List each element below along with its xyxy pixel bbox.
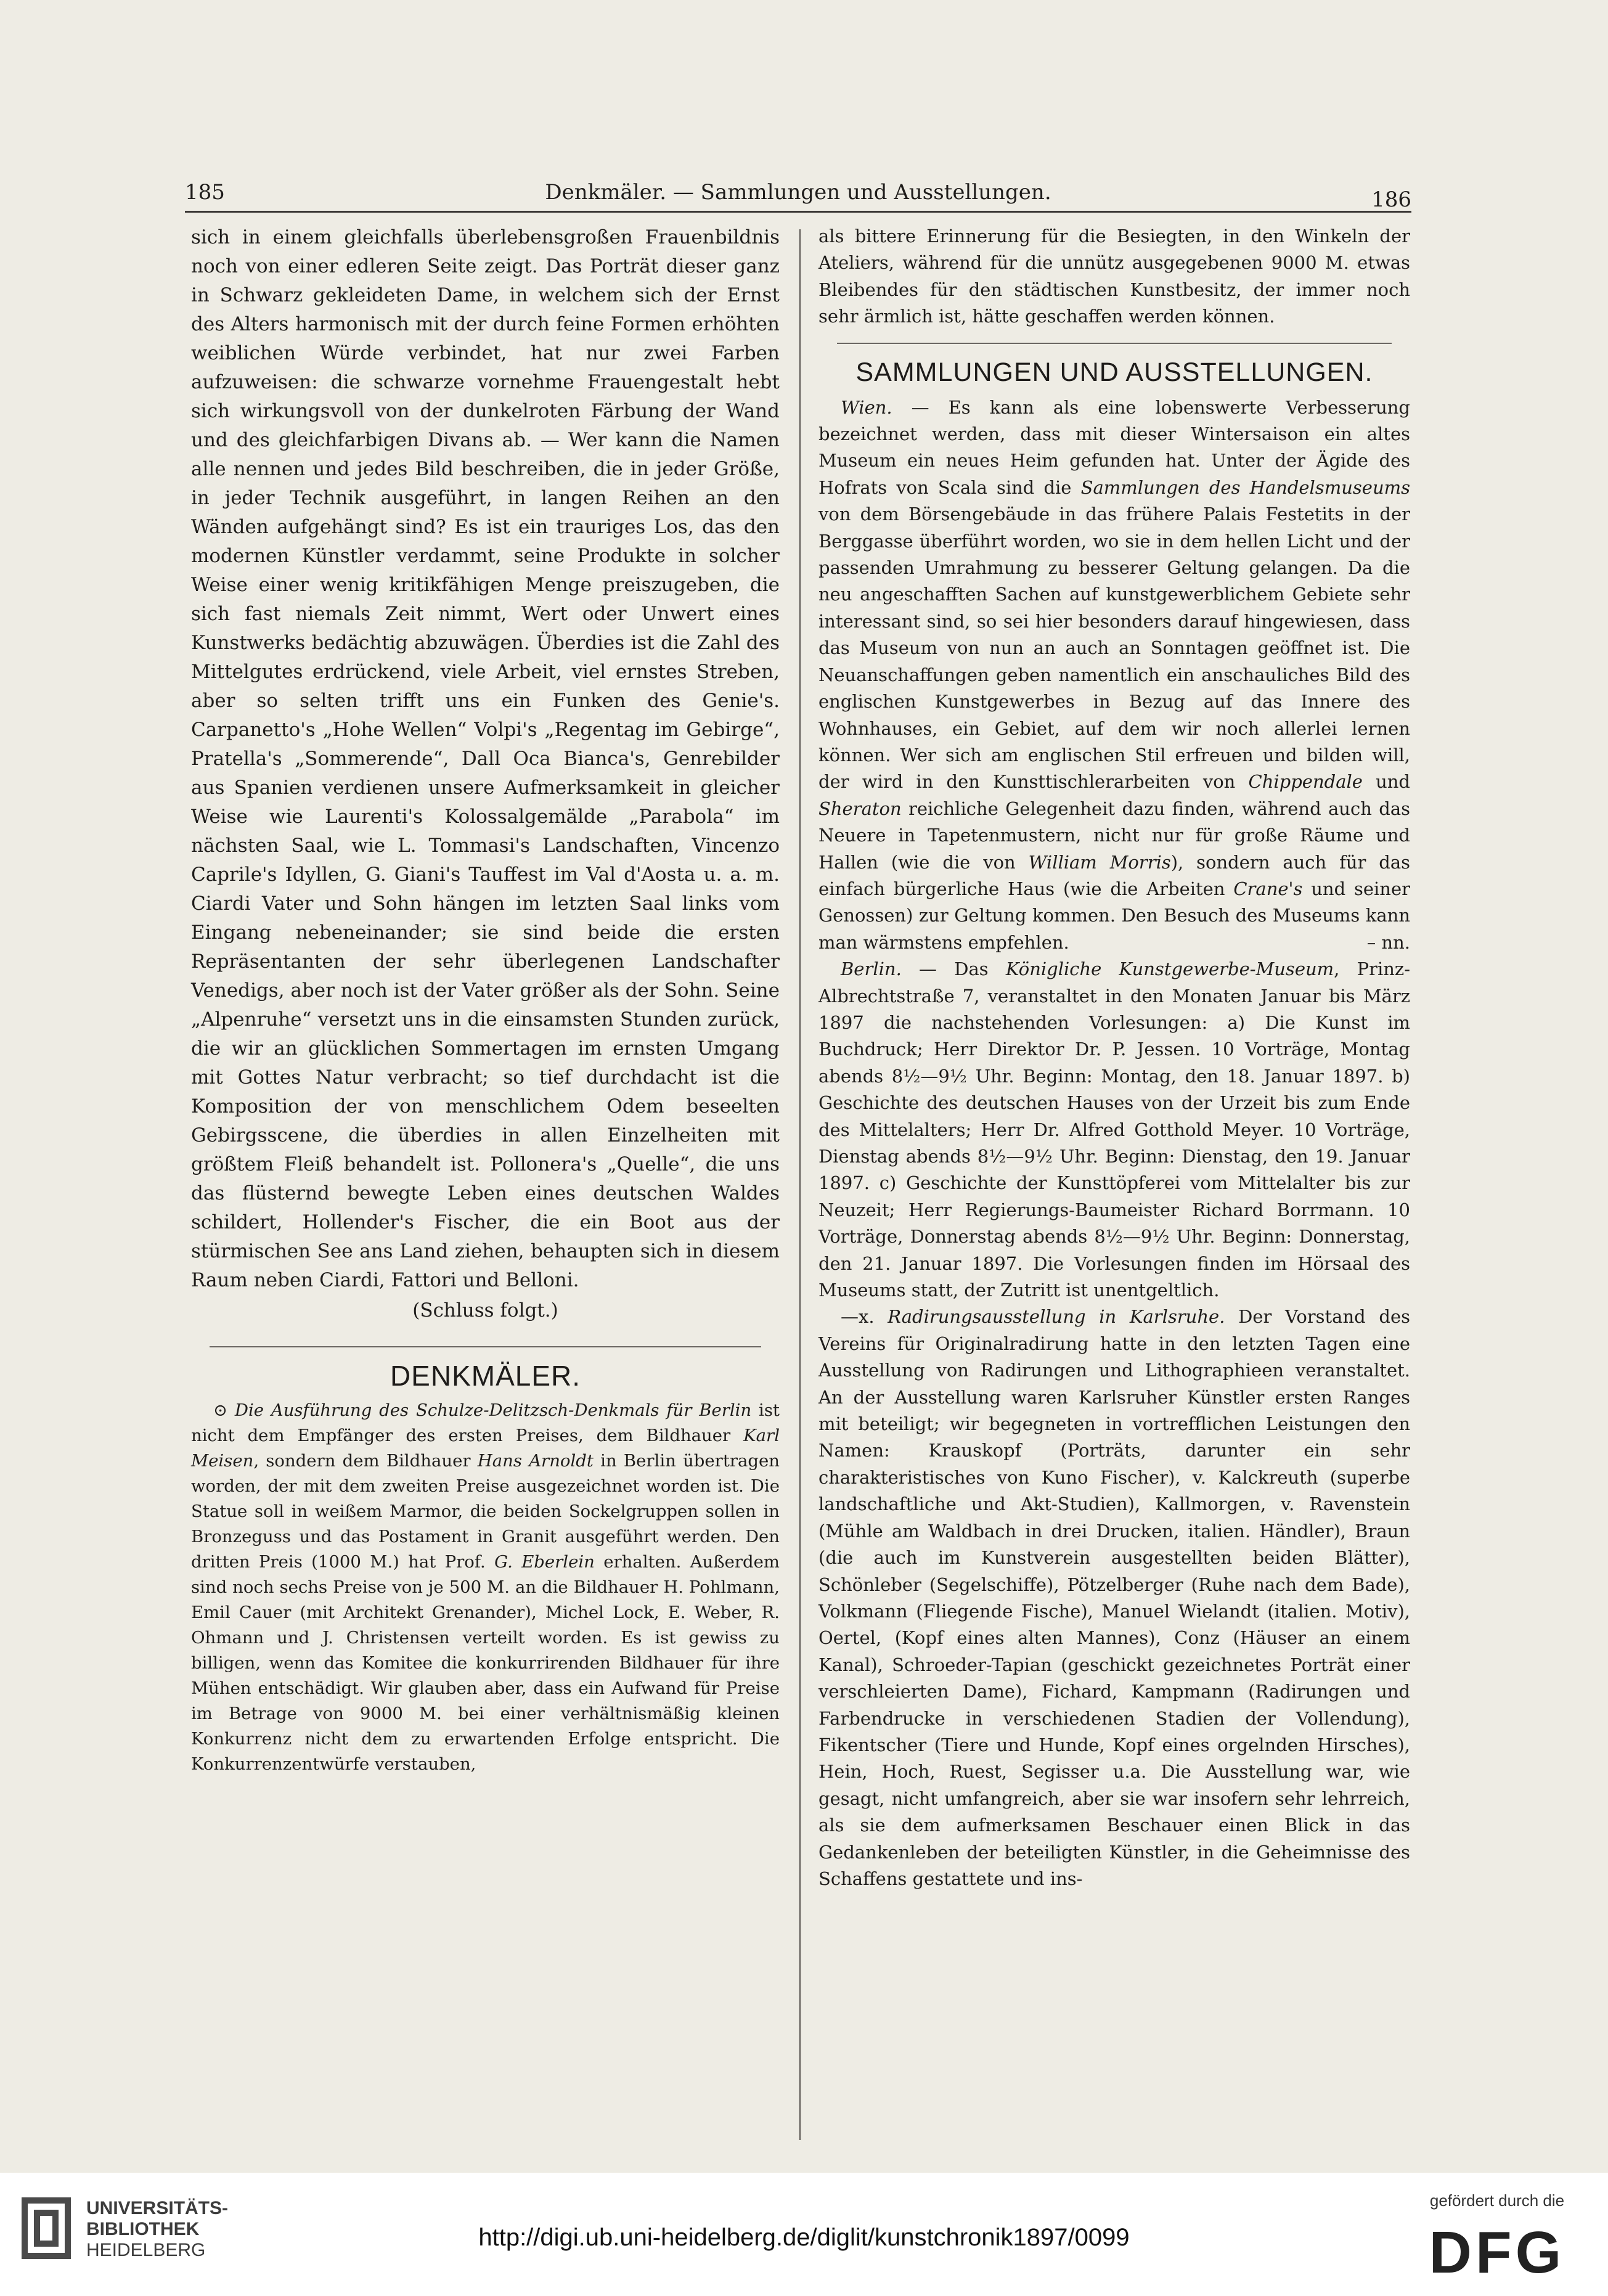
column-divider (799, 229, 801, 2140)
article-berlin: Berlin. — Das Königliche Kunstgewerbe-Museum, Prinz-Albrechtstraße 7, veranstaltet in den Monaten Januar bis März 1897 die nachstehenden Vorlesungen: a) Die Kunst im Buchdruck; Herr Direktor Dr. P. Jessen. 10 Vorträge, Montag abends 8½—9½ Uhr. Beginn: Montag, den 18. Januar 1897. b) Geschichte des deutschen Hauses von der Urzeit bis zum Ende des Mittelalters; Herr Dr. Alfred Gotthold Meyer. 10 Vorträge, Dienstag abends 8½—9½ Uhr. Beginn: Dienstag, den 19. Januar 1897. c) Geschichte der Kunsttöpferei vom Mittelalter bis zur Neuzeit; Herr Regierungs-Baumeister Richard Borrmann. 10 Vorträge, Donnerstag abends 8½—9½ Uhr. Beginn: Donnerstag, den 21. Januar 1897. Die Vorlesungen finden im Hörsaal des Museums statt, der Zutritt ist unentgeltlich. (818, 958, 1411, 1301)
article-karlsruhe: —x. Radirungsausstellung in Karlsruhe. Der Vorstand des Vereins für Originalradirung hatte in den letzten Tagen eine Ausstellung von Radirungen und Lithographieen veranstaltet. An der Ausstellung waren Karlsruher Künstler ersten Ranges mit beteiligt; wir begegneten in vortrefflichen Leistungen den Namen: Krauskopf (Porträts, darunter ein sehr charakteristisches von Kuno Fischer), v. Kalckreuth (superbe landschaftliche und Akt-Studien), Kallmorgen, v. Ravenstein (Mühle am Waldbach in drei Drucken, italien. Händler), Braun (die auch im Kunstverein ausgestellten beiden Blätter), Schönleber (Segelschiffe), Pötzelberger (Ruhe nach dem Bade), Volkmann (Fliegende Fische), Manuel Wielandt (italien. Motiv), Oertel, (Kopf eines alten Mannes), Conz (Häuser an einem Kanal), Schroeder-Tapian (geschickt gezeichnetes Porträt einer verschleierten Dame), Fichard, Kampmann (Radirungen und Farbendrucke in verschiedenen Stadien der Vollendung), Fikentscher (Tiere und Hunde, Kopf eines orgelnden Hirsches), Hein, Hoch, Ruest, Segisser u.a. Die Ausstellung war, wie gesagt, nicht umfangreich, aber sie war insofern sehr lehrreich, als sie dem aufmerksamen Beschauer einen Blick in das Gedankenleben der beteiligten Künstler, in die Geheimnisse des Schaffens gestattete und ins- (818, 1306, 1410, 1889)
section-heading-denkmaeler: DENKMÄLER. (390, 1360, 581, 1392)
signature-nn: – nn. (1366, 931, 1410, 953)
running-title: Denkmäler. — Sammlungen und Ausstellungen. (545, 180, 1051, 205)
sponsor-label: gefördert durch die (1429, 2191, 1565, 2210)
header-rule (185, 211, 1411, 213)
left-paragraph-continuation: sich in einem gleichfalls überlebensgroßen Frauenbildnis noch von einer edleren Seite zeigt. Das Porträt dieser ganz in Schwarz gekleideten Dame, in welchem sich der Ernst des Alters harmonisch mit der durch feine Formen erhöhten weiblichen Würde verbindet, hat nur zwei Farben aufzuweisen: die schwarze vornehme Frauengestalt hebt sich wirkungsvoll von der dunkelroten Färbung der Wand und des gleichfarbigen Divans ab. — Wer kann die Namen alle nennen und jedes Bild beschreiben, die in jeder Größe, in jeder Technik ausgeführt, in langen Reihen an den Wänden aufgehängt sind? Es ist ein trauriges Los, das den modernen Künstler verdammt, seine Produkte in solcher Weise einer wenig kritikfähigen Menge preiszugeben, die sich fast niemals Zeit nimmt, Wert oder Unwert eines Kunstwerks bedächtig abzuwägen. Überdies ist die Zahl des Mittelgutes erdrückend, viele Arbeit, viel ernstes Streben, aber so selten trifft uns ein Funken des Genie's. Carpanetto's „Hohe Wellen“ Volpi's „Regentag im Gebirge“, Pratella's „Sommerende“, Dall Oca Bianca's, Genrebilder aus Spanien verdienen unsere Aufmerksamkeit in gleicher Weise wie Laurenti's Kolossalgemälde „Parabola“ im nächsten Saal, wie L. Tommasi's Landschaften, Vincenzo Caprile's Idyllen, G. Giani's Tauffest im Val d'Aosta u. a. m. Ciardi Vater und Sohn hängen im letzten Saal links vom Eingang nebeneinander; sie sind beide die ersten Repräsentanten der sehr überlegenen Landschafter Venedigs, aber noch ist der Vater größer als der Sohn. Seine „Alpenruhe“ versetzt uns in die einsamsten Stunden zurück, die wir an glücklichen Sommertagen im ernsten Umgang mit Gottes Natur verbracht; so tief durchdacht ist die Komposition der von menschlichem Odem beseelten Gebirgsscene, die überdies in allen Einzelheiten mit größtem Fleiß behandelt ist. Pollonera's „Quelle“, die uns das flüsternd bewegte Leben eines deutschen Waldes schildert, Hollender's Fischer, die ein Boot aus der stürmischen See ans Land ziehen, behaupten sich in diesem Raum neben Ciardi, Fattori und Belloni. (191, 226, 780, 1291)
page-number-right: 186 (1371, 187, 1411, 212)
library-name: UNIVERSITÄTS- BIBLIOTHEK HEIDELBERG (86, 2198, 229, 2260)
denkmal-title: Die Ausführung des Schulze-Delitzsch-Denkmals für Berlin (234, 1400, 752, 1420)
schluss-note: (Schluss folgt.) (412, 1299, 558, 1322)
section-divider (210, 1346, 761, 1347)
circle-dot-icon: ⊙ (213, 1400, 228, 1420)
right-column (818, 223, 1410, 1892)
left-column (191, 223, 780, 1777)
section-heading-sammlungen: SAMMLUNGEN UND AUSSTELLUNGEN. (855, 357, 1373, 387)
dfg-logo: DFG (1429, 2220, 1565, 2286)
section-divider-right (837, 343, 1392, 344)
denkmal-article: ⊙ Die Ausführung des Schulze-Delitzsch-Denkmals für Berlin ist nicht dem Empfänger des ersten Preises, dem Bildhauer Karl Meisen, sondern dem Bildhauer Hans Arnoldt in Berlin übertragen worden, der mit dem zweiten Preise ausgezeichnet worden ist. Die Statue soll in weißem Marmor, die beiden Sockelgruppen sollen in Bronzeguss und das Postament in Granit ausgeführt werden. Den dritten Preis (1000 M.) hat Prof. G. Eberlein erhalten. Außerdem sind noch sechs Preise von je 500 M. an die Bildhauer H. Pohlmann, Emil Cauer (mit Architekt Grenander), Michel Lock, E. Weber, R. Ohmann und J. Christensen verteilt worden. Es ist gewiss zu billigen, wenn das Komitee die konkurrirenden Bildhauer für ihre Mühen entschädigt. Wir glauben aber, dass ein Aufwand für Preise im Betrage von 9000 M. bei einer verhältnismäßig kleinen Konkurrenz nicht dem zu erwartenden Erfolge entspricht. Die Konkurrenzentwürfe verstauben, (191, 1400, 780, 1774)
page-number-left: 185 (185, 180, 225, 205)
right-paragraph-continuation: als bittere Erinnerung für die Besiegten, in den Winkeln der Ateliers, während für die unnütz ausgegebenen 9000 M. etwas Bleibendes für den städtischen Kunstbesitz, der immer noch sehr ärmlich ist, hätte geschaffen werden können. (818, 226, 1410, 327)
article-wien: Wien. — Es kann als eine lobenswerte Verbesserung bezeichnet werden, dass mit dieser Wintersaison ein altes Museum ein neues Heim gefunden hat. Unter der Ägide des Hofrats von Scala sind die Sammlungen des Handelsmuseums von dem Börsengebäude in das frühere Palais Festetits in der Berggasse überführt worden, wo sie in dem hellen Licht und der passenden Umrahmung zu besserer Geltung gelangen. Da die neu angeschafften Sachen auf kunstgewerblichem Gebiete sehr interessant sind, so sei hier besonders darauf hingewiesen, dass das Museum von nun an auch an Sonntagen geöffnet ist. Die Neuanschaffungen geben namentlich ein anschauliches Bild des englischen Kunstgewerbes in Bezug auf das Innere des Wohnhauses, ein Gebiet, auf dem wir noch allerlei lernen können. Wer sich am englischen Stil erfreuen und bilden will, der wird in den Kunsttischlerarbeiten von Chippendale und Sheraton reichliche Gelegenheit dazu finden, während auch das Neuere in Tapetenmustern, nicht nur für große Räume und Hallen (wie die von William Morris), sondern auch für das einfach bürgerliche Haus (wie die Arbeiten Crane's und seiner Genossen) zur Geltung kommen. Den Besuch des Museums kann man wärmstens empfehlen. – nn. (818, 394, 1410, 957)
source-url-link[interactable]: http://digi.ub.uni-heidelberg.de/diglit/kunstchronik1897/0099 (478, 2224, 1130, 2251)
